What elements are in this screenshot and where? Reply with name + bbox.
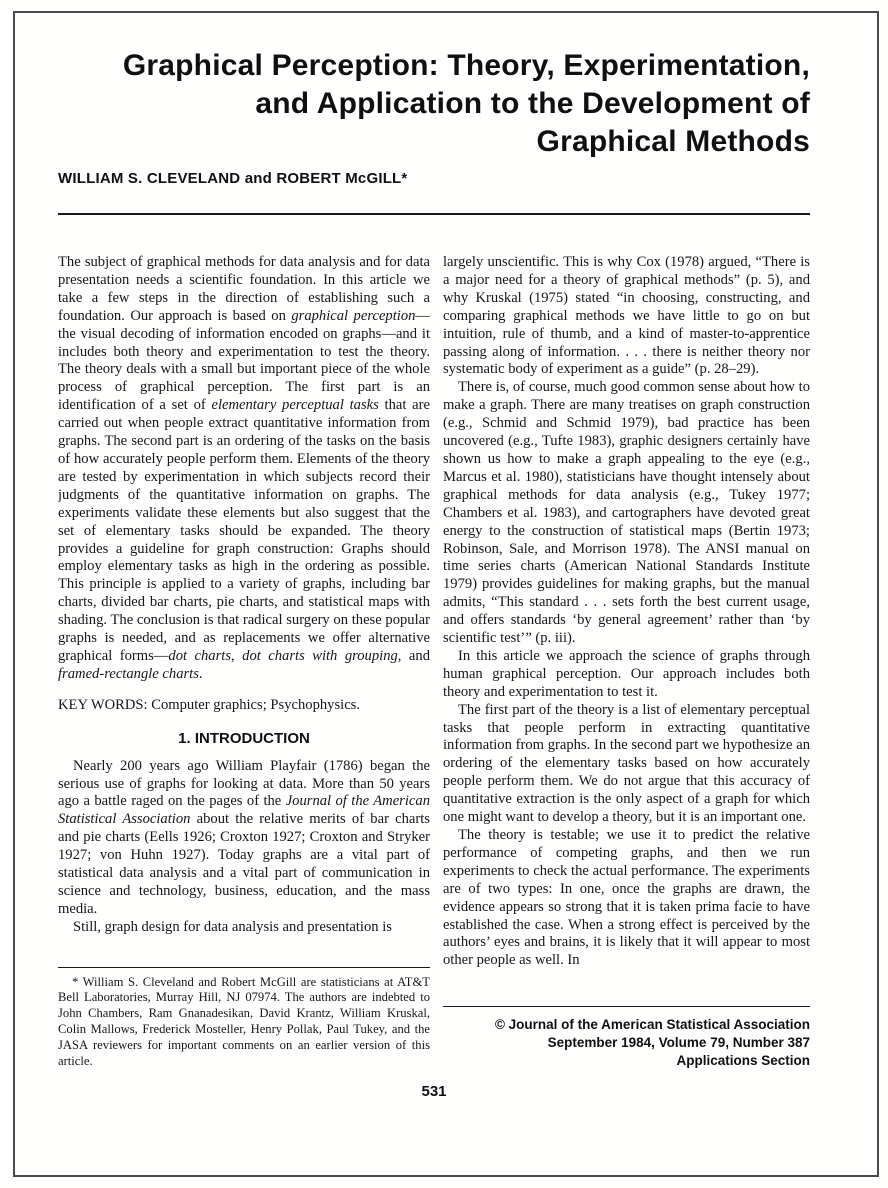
footnote-rule: [58, 967, 430, 968]
page-content: [58, 47, 810, 1100]
credit-line-section: Applications Section: [676, 1053, 810, 1068]
title-line-2: and Application to the Development of: [255, 87, 810, 120]
credit-line-journal: © Journal of the American Statistical Association: [494, 1017, 810, 1032]
title-line-1: Graphical Perception: Theory, Experimentation,: [122, 49, 810, 82]
header-rule: [58, 213, 810, 215]
author-footnote: * William S. Cleveland and Robert McGill are statisticians at AT&T Bell Laboratories, Murray Hill, NJ 07974. The authors are indebted to John Chambers, Ram Gnanadesikan, David Krantz, William Kruskal, Colin Mallows, Frederick Mosteller, Henry Pollak, Paul Tukey, and the JASA reviewers for important comments on an earlier version of this article.: [58, 974, 430, 1069]
keywords-line: KEY WORDS: Computer graphics; Psychophysics.: [58, 696, 360, 713]
intro-paragraph-2: Still, graph design for data analysis and presentation is: [73, 918, 392, 935]
article-authors: WILLIAM S. CLEVELAND and ROBERT McGILL*: [58, 170, 408, 187]
title-line-3: Graphical Methods: [536, 125, 810, 158]
credit-line-issue: September 1984, Volume 79, Number 387: [547, 1035, 810, 1050]
body-paragraph-4: The first part of the theory is a list of elementary perceptual tasks that people perform in extracting quantitative information from graphs. In the second part we hypothesize an ordering of the elementary tasks based on how accurately people perform them. We do not argue that this accuracy of quantitative extraction is the only aspect of a graph for which one might want to develop a theory, but it is an important one.: [443, 701, 810, 826]
left-column: [58, 254, 430, 1070]
article-title: [58, 47, 810, 161]
article-body: [58, 254, 810, 1070]
body-paragraph-5: The theory is testable; we use it to predict the relative performance of competing graphs, and then we run experiments to check the actual performance. The experiments are of two types: In one, once the graphs are drawn, the evidence appears so strong that it is taken prima facie to have established the case. When a strong effect is perceived by the authors’ eyes and brains, it is likely that it will appear to most other people as well. In: [443, 827, 810, 969]
page-number: 531: [421, 1083, 447, 1100]
footnote-block: [58, 967, 430, 1070]
credit-rule: [443, 1006, 810, 1007]
body-paragraph-3: In this article we approach the science of graphs through human graphical perception. Our approach includes both theory and experimentation to test it.: [443, 647, 810, 700]
abstract-paragraph: The subject of graphical methods for data analysis and for data presentation needs a scientific foundation. In this article we take a few steps in the direction of establishing such a foundation. Our approach is based on graphical perception—the visual decoding of information encoded on graphs—and it includes both theory and experimentation to test the theory. The theory deals with a small but important piece of the whole process of graphical perception. The first part is an identification of a set of elementary perceptual tasks that are carried out when people extract quantitative information from graphs. The second part is an ordering of the tasks on the basis of how accurately people perform them. Elements of the theory are tested by experimentation in which subjects record their judgments of the quantitative information on graphs. The experiments validate these elements but also suggest that the set of elementary tasks should be expanded. The theory provides a guideline for graph construction: Graphs should employ elementary tasks as high in the ordering as possible. This principle is applied to a variety of graphs, including bar charts, divided bar charts, pie charts, and statistical maps with shading. The conclusion is that radical surgery on these popular graphs is needed, and as replacements we offer alternative graphical forms—dot charts, dot charts with grouping, and framed-rectangle charts.: [58, 254, 430, 682]
intro-paragraph-1: Nearly 200 years ago William Playfair (1786) began the serious use of graphs for looking at data. More than 50 years ago a battle raged on the pages of the Journal of the American Statistical Association about the relative merits of bar charts and pie charts (Eells 1926; Croxton 1927; Croxton and Stryker 1927; von Huhn 1927). Today graphs are a vital part of statistical data analysis and a vital part of communication in science and technology, business, education, and the mass media.: [58, 757, 430, 917]
body-paragraph-1: largely unscientific. This is why Cox (1978) argued, “There is a major need for a theory of graphical methods” (p. 5), and why Kruskal (1975) stated “in choosing, constructing, and comparing graphical methods we have little to go on but intuition, rule of thumb, and a kind of master-to-apprentice passing along of information. . . . there is neither theory nor systematic body of experiment as a guide” (p. 28–29).: [443, 254, 810, 378]
journal-credit-block: [443, 1006, 810, 1070]
section-heading-introduction: 1. INTRODUCTION: [178, 729, 310, 747]
body-paragraph-2: There is, of course, much good common sense about how to make a graph. There are many treatises on graph construction (e.g., Schmid and Schmid 1979), bad practice has been uncovered (e.g., Tufte 1983), graphic designers certainly have shown us how to make a graph appealing to the eye (e.g., Marcus et al. 1980), statisticians have thought intensely about graphical methods for data analysis (e.g., Tukey 1977; Chambers et al. 1983), and cartographers have devoted great energy to the construction of statistical maps (Bertin 1973; Robinson, Sale, and Morrison 1978). The ANSI manual on time series charts (American National Standards Institute 1979) provides guidelines for making graphs, but the manual admits, “This standard . . . sets forth the best current usage, and offers standards ‘by general agreement’ rather than ‘by scientific test’” (p. iii).: [443, 379, 810, 647]
page-frame: [13, 11, 879, 1177]
right-column: [443, 254, 810, 1070]
